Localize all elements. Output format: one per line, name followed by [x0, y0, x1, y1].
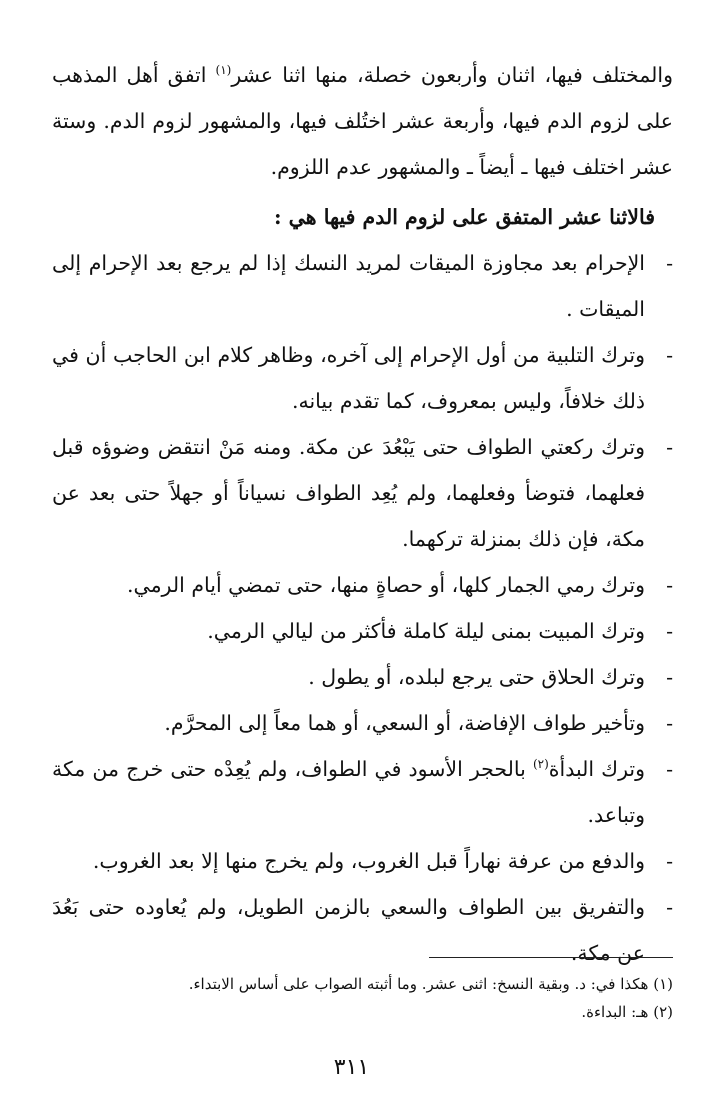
list-item — [52, 240, 673, 332]
section-heading: فالاثنا عشر المتفق على لزوم الدم فيها هي : — [273, 205, 655, 229]
dash-bullet: - — [666, 895, 673, 919]
intro-text-end: اتفق أهل المذهب على لزوم الدم فيها، وأربعة عشر اختُلف فيها، والمشهور لزوم الدم. وستة عشر اختلف فيها ـ أيضاً ـ والمشهور عدم اللزوم. — [52, 63, 673, 179]
footnote-ref-1: (١) — [215, 63, 232, 78]
list-item-text: والدفع من عرفة نهاراً قبل الغروب، ولم يخرج منها إلا بعد الغروب. — [92, 849, 645, 873]
dash-bullet: - — [666, 757, 673, 781]
list-item — [52, 424, 673, 562]
list-item-text: وترك ركعتي الطواف حتى يَبْعُدَ عن مكة. ومنه مَنْ انتقض وضوؤه قبل فعلهما، فتوضأ وفعلهما، ولم يُعِد الطواف نسياناً أو جهلاً حتى بعد عن مكة، فإن ذلك بمنزلة تركهما. — [52, 435, 645, 551]
page-number: ٣١١ — [333, 1055, 370, 1080]
footnote-2: (٢) هـ: البداءة. — [581, 1003, 673, 1021]
list-item-text: وترك رمي الجمار كلها، أو حصاةٍ منها، حتى تمضي أيام الرمي. — [126, 573, 645, 597]
footnote-divider — [429, 957, 673, 958]
list-item-text-end: بالحجر الأسود في الطواف، ولم يُعِدْه حتى خرج من مكة وتباعد. — [52, 757, 645, 827]
intro-paragraph — [52, 52, 673, 190]
footnote-ref-2: (٢) — [532, 757, 549, 772]
list-item-text: وترك المبيت بمنى ليلة كاملة فأكثر من ليالي الرمي. — [207, 619, 645, 643]
intro-text-start: والمختلف فيها، اثنان وأربعون خصلة، منها اثنا عشر — [231, 63, 673, 87]
list-item-text: وتأخير طواف الإفاضة، أو السعي، أو هما معاً إلى المحرَّم. — [164, 711, 645, 735]
list-item — [52, 746, 673, 838]
item-list — [52, 240, 673, 976]
list-item — [52, 884, 673, 976]
list-item — [52, 332, 673, 424]
list-item — [52, 608, 673, 654]
dash-bullet: - — [666, 251, 673, 275]
list-item-text: والتفريق بين الطواف والسعي بالزمن الطويل، ولم يُعاوده حتى بَعُدَ عن مكة. — [52, 895, 645, 965]
list-item — [52, 838, 673, 884]
dash-bullet: - — [666, 711, 673, 735]
dash-bullet: - — [666, 665, 673, 689]
dash-bullet: - — [666, 343, 673, 367]
page-body — [52, 52, 673, 976]
dash-bullet: - — [666, 573, 673, 597]
dash-bullet: - — [666, 849, 673, 873]
list-item — [52, 562, 673, 608]
list-item-text: الإحرام بعد مجاوزة الميقات لمريد النسك إذا لم يرجع بعد الإحرام إلى الميقات . — [52, 251, 645, 321]
dash-bullet: - — [666, 619, 673, 643]
list-item-text: وترك الحلاق حتى يرجع لبلده، أو يطول . — [308, 665, 645, 689]
dash-bullet: - — [666, 435, 673, 459]
footnote-1: (١) هكذا في: د. وبقية النسخ: اثنى عشر. وما أثبته الصواب على أساس الابتداء. — [188, 975, 673, 993]
footnotes — [52, 970, 673, 1026]
list-item-text: وترك التلبية من أول الإحرام إلى آخره، وظاهر كلام ابن الحاجب أن في ذلك خلافاً، وليس بمعروف، كما تقدم بيانه. — [52, 343, 645, 413]
list-item — [52, 700, 673, 746]
list-item — [52, 654, 673, 700]
list-item-text-start: وترك البدأة — [548, 757, 645, 781]
